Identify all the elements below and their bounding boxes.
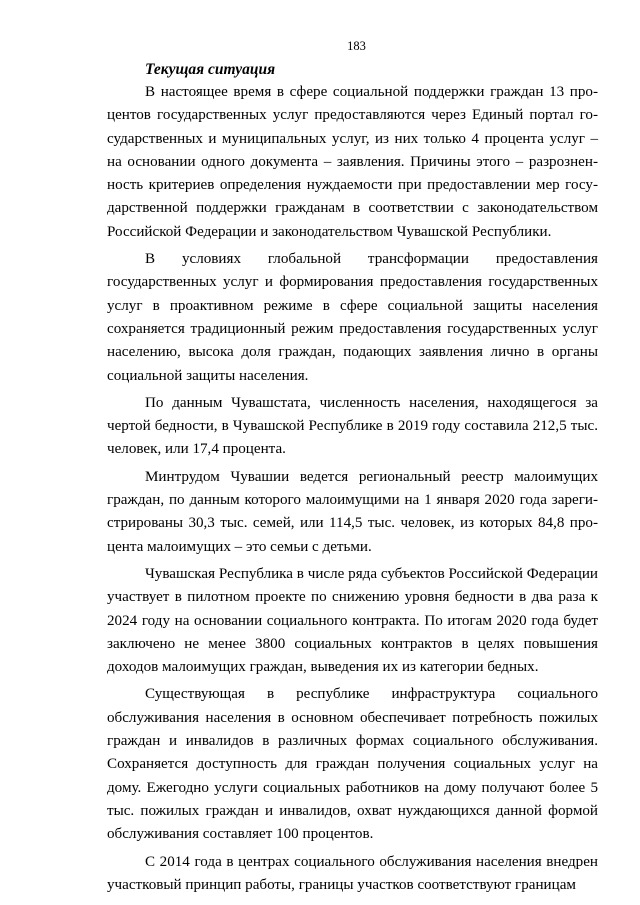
page-number: 183: [347, 39, 366, 53]
paragraph-5: Чувашская Республика в числе ряда субъектов Российской Федерации участвует в пилотном проекте по снижению уровня бедности в два раза к 2024 году на основании социального контракта. По итогам 2020 года будет заключено не менее 3800 социальных контрактов в целях повышения доходов малоимущих граждан, выведения их из категории бедных.: [107, 565, 598, 676]
paragraph-1: В настоящее время в сфере социальной поддержки граждан 13 процентов государственных услуг предоставляются через Единый портал государственных и муниципальных услуг, из них только 4 процента услуг – на основании одного документа – заявления. Причины этого – разрозненность критериев определения нуждаемости при предоставлении мер государственной поддержки гражданам в соответствии с законодательством Российской Федерации и законодательством Чувашской Республики.: [107, 84, 598, 240]
section-heading: Текущая ситуация: [145, 61, 276, 78]
paragraph-2: В условиях глобальной трансформации предоставления государственных услуг и формирования предоставления государственных услуг в проактивном режиме в сфере социальной защиты населения сохраняется традиционный режим предоставления государственных услуг населению, высока доля граждан, подающих заявления лично в органы социальной защиты населения.: [107, 251, 598, 384]
paragraph-6: Существующая в республике инфраструктура социального обслуживания населения в основном обеспечивает потребность пожилых граждан и инвалидов в различных формах социального обслуживания. Сохраняется доступность для граждан получения социальных услуг на дому. Ежегодно услуги социальных работников на дому получают более 5 тыс. пожилых граждан и инвалидов, охват нуждающихся данной формой обслуживания составляет 100 процентов.: [107, 686, 598, 843]
paragraph-7: С 2014 года в центрах социального обслуживания населения внедрен участковый принцип работы, границы участков соответствуют границам: [107, 853, 598, 893]
paragraph-3: По данным Чувашстата, численность населения, находящегося за чертой бедности, в Чувашской Республике в 2019 году составила 212,5 тыс. человек, или 17,4 процента.: [107, 394, 598, 458]
paragraph-4: Минтрудом Чувашии ведется региональный реестр малоимущих граждан, по данным которого малоимущими на 1 января 2020 года зарегистрированы 30,3 тыс. семей, или 114,5 тыс. человек, из которых 84,8 процента малоимущих – это семьи с детьми.: [107, 468, 598, 555]
